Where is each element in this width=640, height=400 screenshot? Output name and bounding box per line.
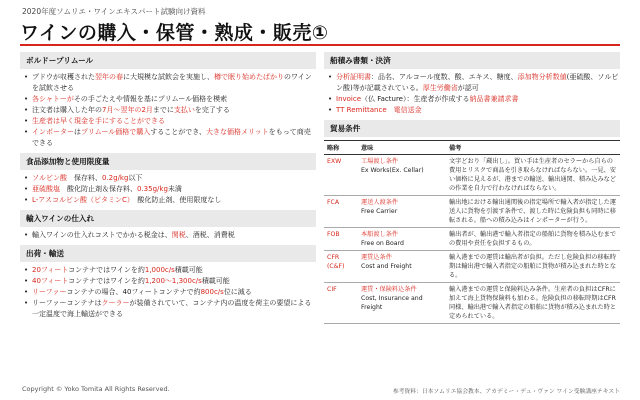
body-text: 注文者は購入した年の xyxy=(32,106,102,114)
body-text: コンテナの場合、40フィートコンテナで約 xyxy=(66,288,201,296)
highlight-text: 大きな価格メリット xyxy=(205,128,269,136)
note-cell: 輸出地における輸出通関後の指定場所で輸入者が指定した運送人に貨物を引渡す条件で、渡した時に危険負担も同時に移転される。船への積み込みはインポーターが行う。 xyxy=(446,196,620,228)
subtitle: 2020年度ソムリエ・ワインエキスパート試験向け資料 xyxy=(22,7,206,16)
page-title: ワインの購入・保管・熟成・販売① xyxy=(20,22,329,44)
note-cell: 輸入港までの運賃は輸出者が負担。ただし危険負担の移転時期は輸出港で輸入者指定の船舶に貨物が積み込まれた時となる。 xyxy=(446,251,620,283)
note-cell: 文字どおり「蔵出し」。買い手は生産者のセラーから自らの費用とリスクで商品を引き取らなければならない。一見、安い価格に見えるが、港までの輸送、輸出通関、積み込みなどの作業を自力で行わなければならない。 xyxy=(446,155,620,196)
meaning-cell xyxy=(358,251,446,283)
term-cell: CFR (C&F) xyxy=(324,251,358,283)
body-text: 積載可能 xyxy=(201,277,230,285)
body-text: 積載可能 xyxy=(174,266,203,274)
bordeaux-heading: ボルドープリムール xyxy=(20,52,316,69)
highlight-text: 分析証明書 xyxy=(336,73,371,81)
highlight-text: 1,000c/s xyxy=(144,266,175,274)
body-text: を完了する xyxy=(194,106,230,114)
body-text: 、酒税、消費税 xyxy=(185,231,235,239)
highlight-text: 20フィート xyxy=(32,266,69,274)
body-text: その手ごたえや情報を基にプリムール価格を模索 xyxy=(73,95,228,103)
list-item xyxy=(24,265,316,276)
list-item xyxy=(328,94,620,105)
copyright: Copyright © Yoko Tomita All Rights Reserved. xyxy=(22,385,170,393)
meaning-ja: 本船渡し条件 xyxy=(361,231,399,238)
body-text: のワインを試飲させる xyxy=(32,73,312,92)
body-text: 酸化防止剤、使用限度なし xyxy=(130,196,222,204)
list-item xyxy=(24,94,316,105)
trade-table-header xyxy=(324,141,620,155)
body-text: (亜硫酸、ソルビン酸)等が記載されている。 xyxy=(336,73,619,92)
term-cell: FOB xyxy=(324,228,358,251)
shipping-list xyxy=(20,265,316,320)
body-text: までに xyxy=(152,106,174,114)
body-text: （仏 Facture）：生産者が作成する xyxy=(361,95,470,103)
list-item xyxy=(24,116,316,127)
body-text: 位に減る xyxy=(223,288,252,296)
table-row xyxy=(324,228,620,251)
highlight-text: プリムール価格で購入 xyxy=(81,128,151,136)
highlight-text: インポーター xyxy=(32,128,74,136)
right-column xyxy=(324,52,620,324)
body-text: は xyxy=(74,128,81,136)
highlight-text: 支払い xyxy=(173,106,195,114)
highlight-text: 翌年の春 xyxy=(95,73,123,81)
table-row xyxy=(324,196,620,228)
bordeaux-list xyxy=(20,72,316,149)
highlight-text: L-アスコルビン酸（ビタミンC） xyxy=(32,196,131,204)
body-text: することができ、 xyxy=(150,128,206,136)
trade-table xyxy=(324,140,620,324)
meaning-ja: 運送人渡条件 xyxy=(361,199,399,206)
list-item xyxy=(24,195,316,206)
note-cell: 輸出者が、輸出港で輸入者指定の船舶に貨物を積み込むまでの費用や責任を負担するもの。 xyxy=(446,228,620,251)
list-item xyxy=(24,276,316,287)
highlight-text: 0.35g/kg xyxy=(137,185,168,193)
meaning-ja: 運賃・保険料込条件 xyxy=(361,286,417,293)
meaning-cell xyxy=(358,228,446,251)
highlight-text: 1,200〜1,300c/s xyxy=(144,277,202,285)
body-text: ブドウが収穫された xyxy=(32,73,95,81)
trade-heading: 貿易条件 xyxy=(324,120,620,137)
highlight-text: リーファー xyxy=(32,288,67,296)
body-text: リーファーコンテナは xyxy=(32,299,102,307)
reference-note: 参考資料：日本ソムリエ協会教本、アカデミー・デュ・ヴァン ワイン受験講座テキスト xyxy=(392,389,620,395)
col-note: 備考 xyxy=(446,141,620,155)
highlight-text: 800c/s xyxy=(200,288,224,296)
title-underline xyxy=(20,44,620,46)
highlight-text: 亜硫酸塩 xyxy=(32,185,60,193)
list-item xyxy=(24,105,316,116)
body-text: 輸入ワインの仕入れコストでかかる税金は、 xyxy=(32,231,172,239)
meaning-en: Cost and Freight xyxy=(361,263,412,270)
documents-list xyxy=(324,72,620,116)
highlight-text: 生産者は早く現金を手にすることができる xyxy=(32,117,165,125)
highlight-text: Invoice xyxy=(336,95,362,103)
body-text: をもって商売できる xyxy=(32,128,311,147)
body-text: コンテナではワインを約 xyxy=(68,277,145,285)
documents-heading: 船積み書類・決済 xyxy=(324,52,620,69)
highlight-text: 0.2g/kg xyxy=(102,174,129,182)
list-item xyxy=(24,173,316,184)
col-abbrev: 略称 xyxy=(324,141,358,155)
meaning-cell xyxy=(358,283,446,324)
additives-list xyxy=(20,173,316,206)
table-row xyxy=(324,251,620,283)
note-cell: 輸入港までの運賃と保険料込み条件。生産者の負担はCFRに加えて海上貨物保険料も加わる。危険負担の移転時期はCFR同様、輸出港で輸入者指定の船舶に貨物が積み込まれた時と定められている。 xyxy=(446,283,620,324)
table-row xyxy=(324,155,620,196)
body-text: に大規模な試飲会を実施し、 xyxy=(123,73,214,81)
list-item xyxy=(24,230,316,241)
col-meaning: 意味 xyxy=(358,141,446,155)
list-item xyxy=(24,72,316,94)
meaning-cell xyxy=(358,155,446,196)
shipping-heading: 出荷・輸送 xyxy=(20,245,316,262)
meaning-ja: 運賃込条件 xyxy=(361,254,392,261)
list-item xyxy=(24,287,316,298)
highlight-text: 電信送金 xyxy=(393,106,422,114)
list-item xyxy=(24,298,316,320)
list-item xyxy=(328,105,620,116)
body-text: 酸化防止剤＆保存料、 xyxy=(60,185,137,193)
term-cell: FCA xyxy=(324,196,358,228)
body-text: が認可 xyxy=(457,84,479,92)
highlight-text: 納品書兼請求書 xyxy=(469,95,519,103)
highlight-text: 関税 xyxy=(171,231,186,239)
additives-heading: 食品添加物と使用限度量 xyxy=(20,153,316,170)
meaning-cell xyxy=(358,196,446,228)
term-cell: CIF xyxy=(324,283,358,324)
body-text: 以下 xyxy=(128,174,143,182)
highlight-text: TT Remittance xyxy=(336,106,387,114)
highlight-text: 40フィート xyxy=(32,277,69,285)
highlight-text: 添加物分析数値 xyxy=(517,73,567,81)
meaning-ja: 工場渡し条件 xyxy=(361,158,399,165)
body-text: ：品名、アルコール度数、酸、エキス、糖度、 xyxy=(371,73,518,81)
meaning-en: Ex Works(Ex. Cellar) xyxy=(361,167,424,174)
list-item xyxy=(24,127,316,149)
meaning-en: Free Carrier xyxy=(361,208,398,215)
highlight-text: 各シャトーが xyxy=(32,95,74,103)
meaning-en: Cost, Insurance and Freight xyxy=(361,295,423,311)
import-heading: 輸入ワインの仕入れ xyxy=(20,210,316,227)
list-item xyxy=(328,72,620,94)
body-text: が装備されていて、コンテナ内の温度を荷主の要望による一定温度で海上輸送ができる xyxy=(32,299,312,318)
list-item xyxy=(24,184,316,195)
term-cell: EXW xyxy=(324,155,358,196)
table-row xyxy=(324,283,620,324)
highlight-text: 7月〜翌年の2月 xyxy=(102,106,153,114)
highlight-text: 樽で眠り始めたばかり xyxy=(214,73,284,81)
body-text: 未満 xyxy=(167,185,182,193)
highlight-text: 厚生労働省 xyxy=(422,84,458,92)
highlight-text: クーラー xyxy=(101,299,130,307)
body-text: 保存料、 xyxy=(67,174,102,182)
left-column xyxy=(20,52,316,324)
highlight-text: ソルビン酸 xyxy=(32,174,67,182)
import-list xyxy=(20,230,316,241)
body-text: コンテナではワインを約 xyxy=(68,266,145,274)
meaning-en: Free on Board xyxy=(361,240,404,247)
body-text xyxy=(387,106,394,114)
